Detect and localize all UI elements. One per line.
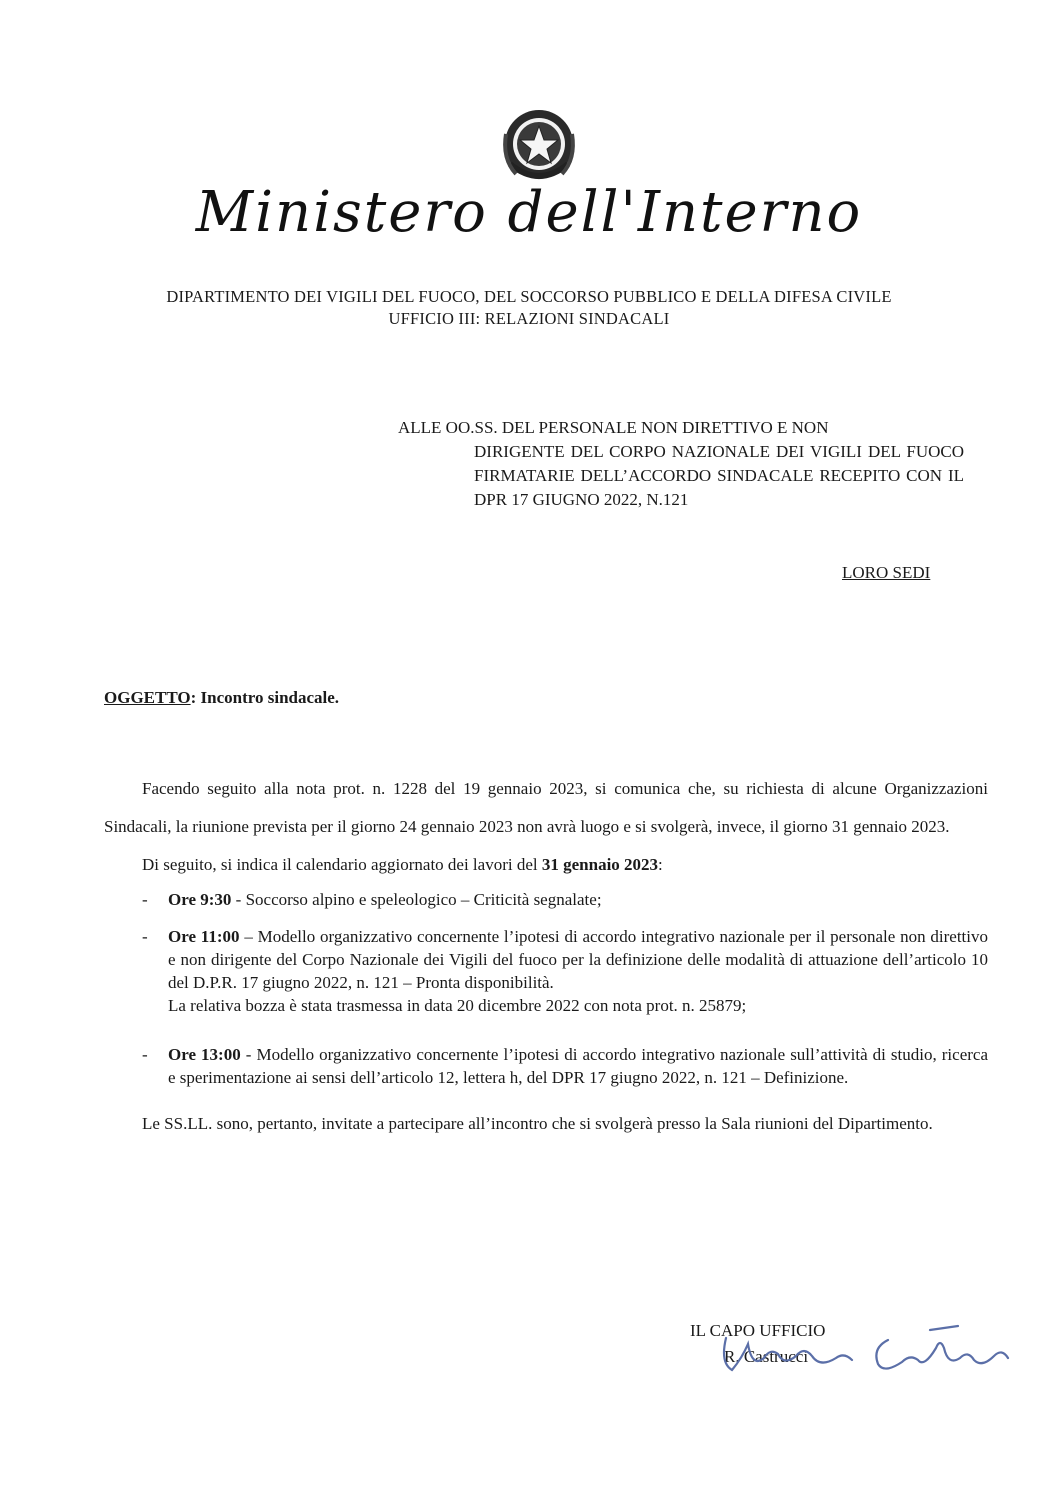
agenda-text: - Soccorso alpino e speleologico – Criticità segnalate;: [231, 890, 602, 909]
signer-name: R. Castrucci: [724, 1347, 809, 1366]
agenda-text: - Modello organizzativo concernente l’ipotesi di accordo integrativo nazionale sull’attività di studio, ricerca e sperimentazione ai sensi dell’articolo 12, lettera h, del DPR 17 giugno 2022, n. 121 – Definizione.: [168, 1045, 988, 1087]
agenda-item: [104, 925, 988, 1017]
agenda-note: La relativa bozza è stata trasmessa in data 20 dicembre 2022 con nota prot. n. 25879;: [168, 996, 747, 1015]
calendar-intro: [104, 846, 988, 884]
office-name: UFFICIO III: RELAZIONI SINDACALI: [388, 309, 670, 328]
recipient-line1: ALLE OO.SS. DEL PERSONALE NON DIRETTIVO E NON: [398, 418, 829, 437]
agenda-item: [104, 888, 988, 911]
department-name: DIPARTIMENTO DEI VIGILI DEL FUOCO, DEL SOCCORSO PUBBLICO E DELLA DIFESA CIVILE: [166, 287, 892, 306]
loro-sedi: LORO SEDI: [842, 563, 931, 582]
italian-republic-emblem-icon: [498, 104, 580, 190]
calendar-suffix: :: [658, 855, 663, 874]
agenda-item: [104, 1043, 988, 1089]
agenda-time: Ore 11:00: [168, 927, 240, 946]
recipient-block: [398, 416, 964, 512]
ministry-title: Ministero dell'Interno: [195, 180, 863, 245]
agenda-list: [104, 888, 988, 1089]
signer-title: IL CAPO UFFICIO: [690, 1321, 826, 1340]
intro-paragraph: Facendo seguito alla nota prot. n. 1228 del 19 gennaio 2023, si comunica che, su richiesta di alcune Organizzazioni Sindacali, la riunione prevista per il giorno 24 gennaio 2023 non avrà luogo e si svolgerà, invece, il giorno 31 gennaio 2023.: [104, 779, 988, 836]
handwritten-signature-icon: [712, 1318, 1022, 1378]
agenda-time: Ore 9:30: [168, 890, 232, 909]
agenda-text: – Modello organizzativo concernente l’ipotesi di accordo integrativo nazionale per il personale non direttivo e non dirigente del Corpo Nazionale dei Vigili del fuoco per la definizione delle modalità di attuazione dell’articolo 10 del D.P.R. 17 giugno 2022, n. 121 – Pronta disponibilità.: [168, 927, 988, 992]
subject-label: OGGETTO: [104, 688, 191, 707]
agenda-dash: -: [142, 1045, 148, 1064]
agenda-dash: -: [142, 890, 148, 909]
calendar-prefix: Di seguito, si indica il calendario aggiornato dei lavori del: [142, 855, 542, 874]
agenda-dash: -: [142, 927, 148, 946]
subject-text: : Incontro sindacale.: [190, 688, 340, 707]
recipient-rest: DIRIGENTE DEL CORPO NAZIONALE DEI VIGILI DEL FUOCO FIRMATARIE DELL’ACCORDO SINDACALE RECEPITO CON IL DPR 17 GIUGNO 2022, N.121: [474, 442, 964, 509]
letter-body: [104, 770, 988, 1143]
closing-paragraph: Le SS.LL. sono, pertanto, invitate a partecipare all’incontro che si svolgerà presso la Sala riunioni del Dipartimento.: [142, 1114, 933, 1133]
agenda-time: Ore 13:00: [168, 1045, 241, 1064]
department-heading: [0, 286, 1058, 330]
calendar-date: 31 gennaio 2023: [541, 855, 659, 874]
subject-line: [104, 688, 339, 708]
